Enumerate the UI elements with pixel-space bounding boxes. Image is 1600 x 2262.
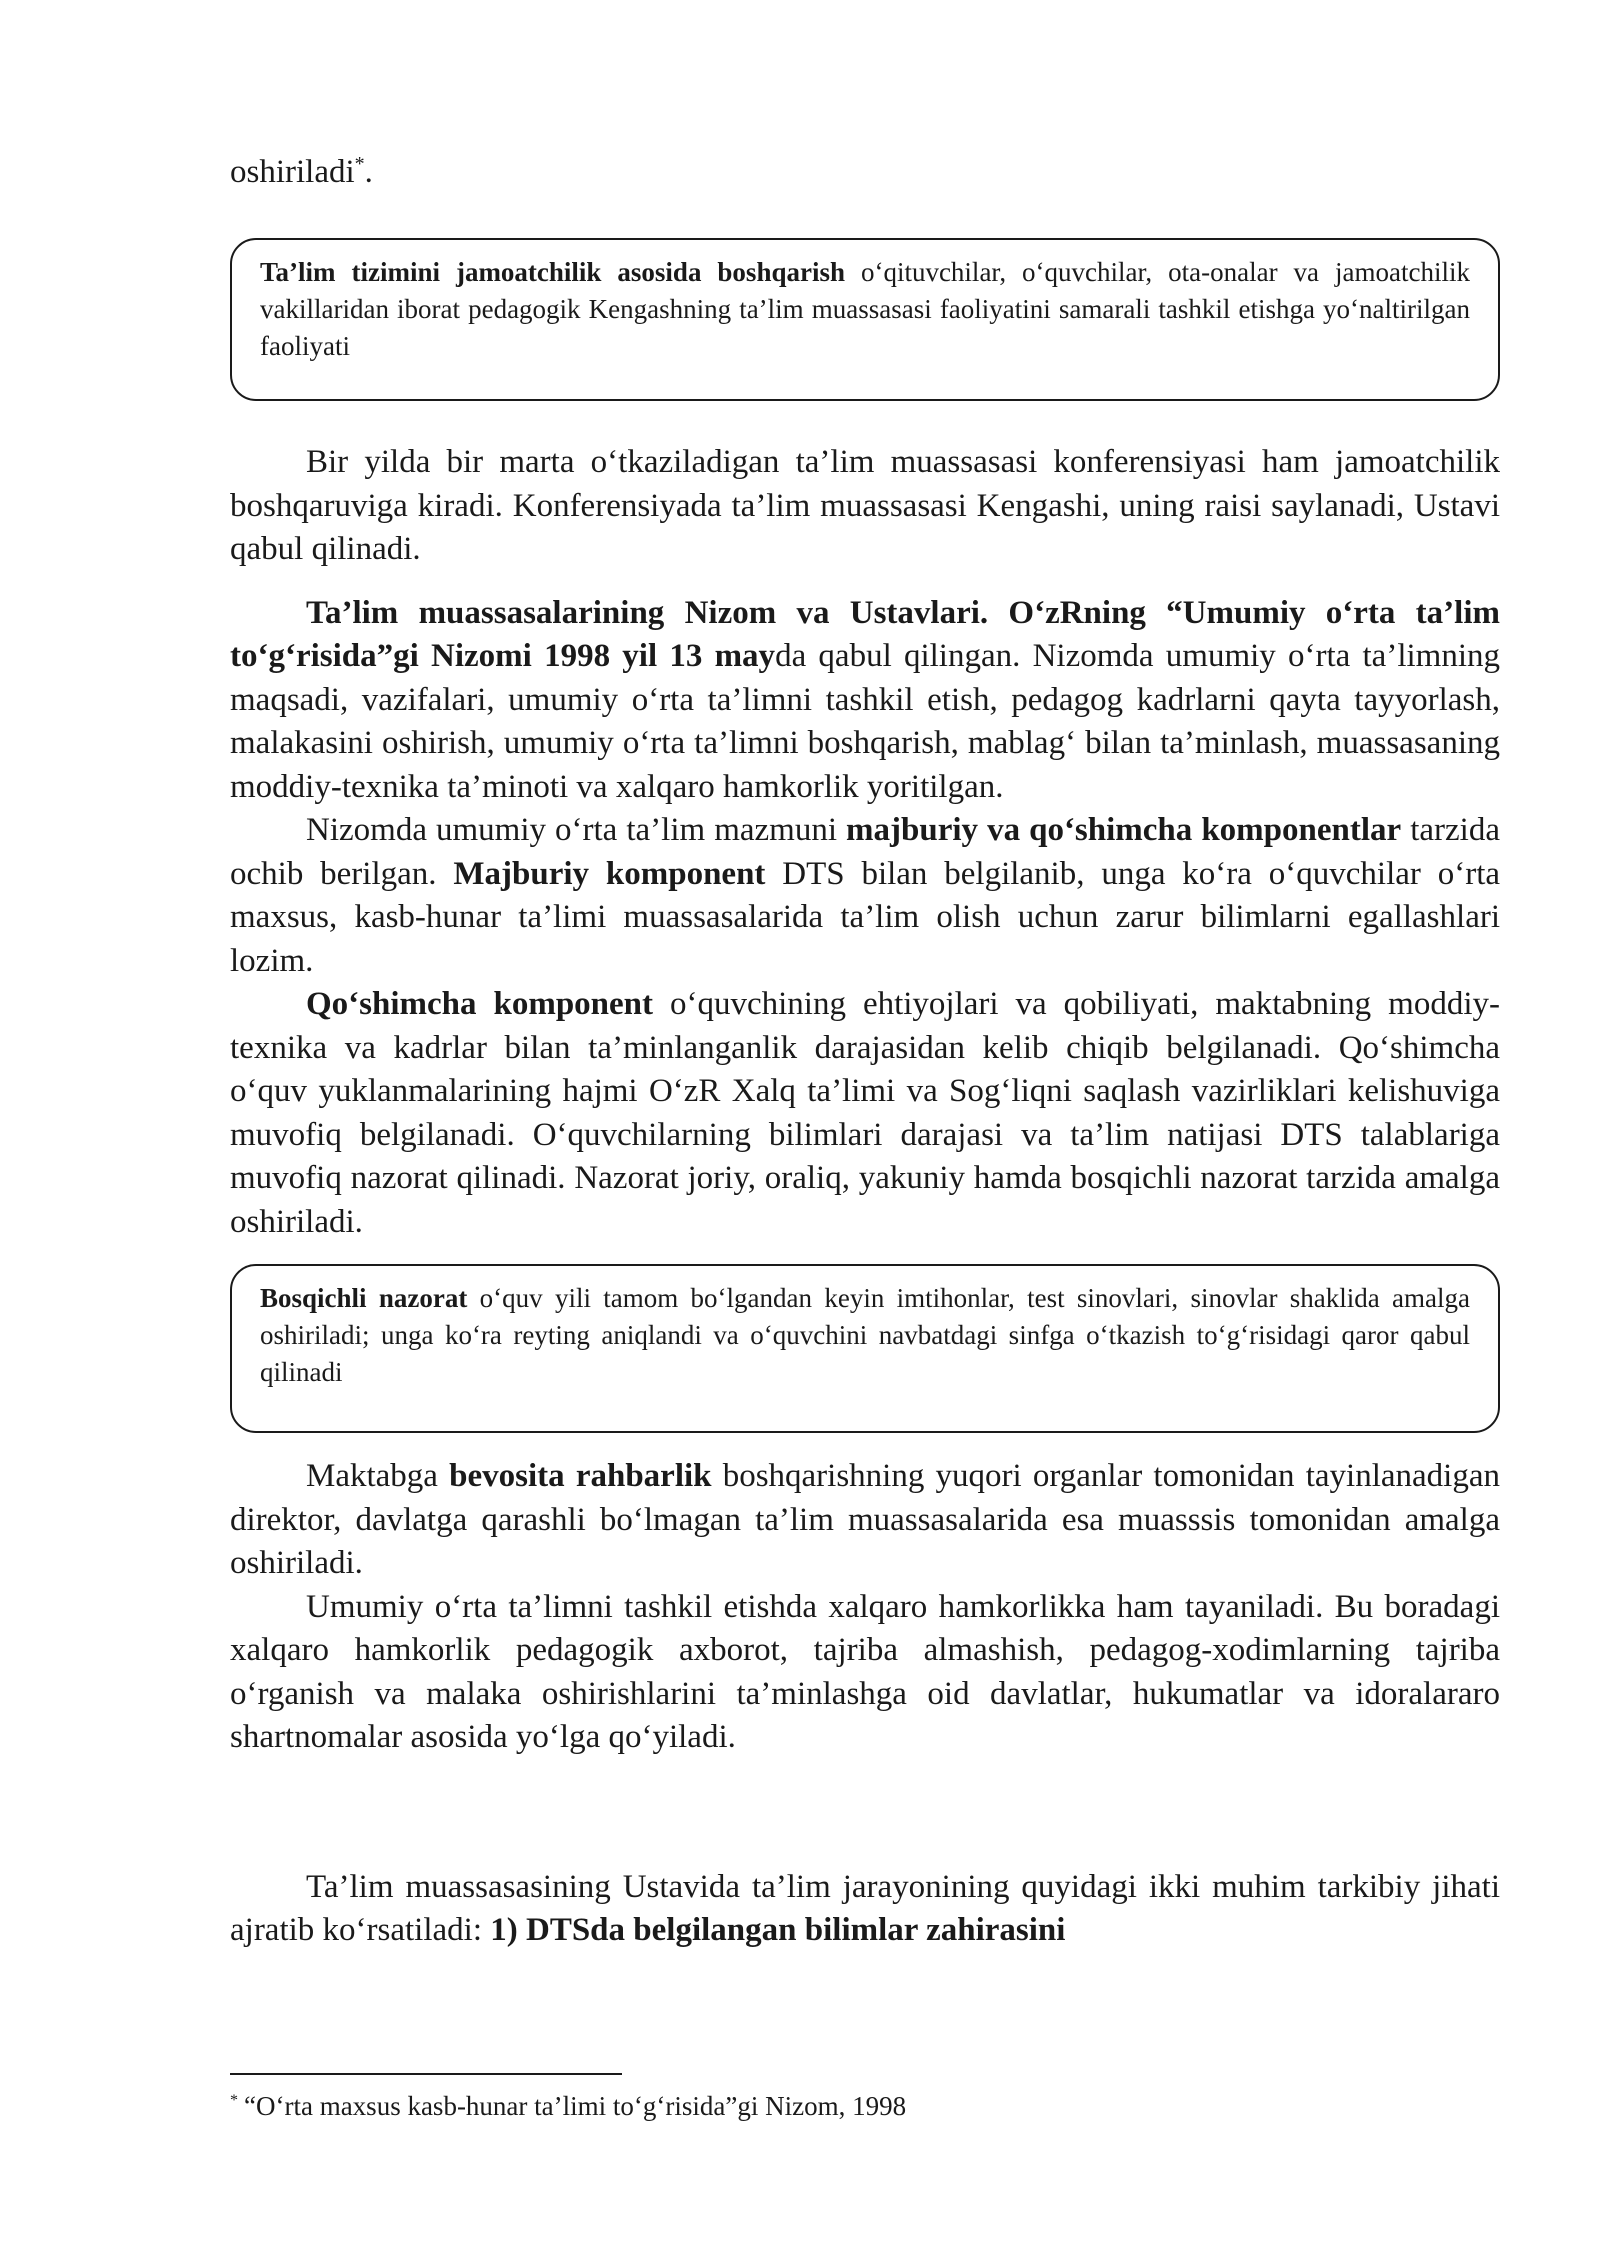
document-page bbox=[230, 150, 1500, 1953]
paragraph-text: Ta’lim muassasasining Ustavida ta’lim jarayonining quyidagi ikki muhim tarkibiy jihati ajratib ko‘rsatiladi: bbox=[230, 1868, 1500, 1948]
footnote-text: “O‘rta maxsus kasb-hunar ta’limi to‘g‘risida”gi Nizom, 1998 bbox=[244, 2091, 907, 2121]
footnote-mark: * bbox=[230, 2092, 238, 2109]
definition-term: Bosqichli nazorat bbox=[260, 1283, 468, 1313]
paragraph-text: tarzida ochib berilgan. bbox=[230, 812, 1500, 892]
paragraph-text: Maktabga bbox=[306, 1458, 450, 1494]
paragraph-charter bbox=[230, 1866, 1500, 1953]
paragraph-additional-component bbox=[230, 983, 1500, 1244]
definition-text: o‘quv yili tamom bo‘lgandan keyin imtihonlar, test sinovlari, sinovlar shaklida amalga oshiriladi; unga ko‘ra reyting aniqlandi va o‘quvchini navbatdagi sinfga o‘tkazish to‘g‘risidagi qaror qabul qilinadi bbox=[260, 1283, 1470, 1387]
paragraph-regulations bbox=[230, 592, 1500, 810]
footnote-separator bbox=[230, 2073, 622, 2075]
sentence-end: . bbox=[364, 154, 373, 190]
definition-text: o‘qituvchilar, o‘quvchilar, ota-onalar va jamoatchilik vakillaridan iborat pedagogik Kengashning ta’lim muassasasi faoliyatini samarali tashkil etishga yo‘naltirilgan faoliyati bbox=[260, 257, 1470, 361]
paragraph-heading: Ta’lim muassasalarining Nizom va Ustavlari. O‘zRning “Umumiy o‘rta ta’lim to‘g‘risida”gi Nizomi 1998 yil 13 may bbox=[230, 594, 1500, 674]
continued-text: oshiriladi bbox=[230, 154, 355, 190]
footnote-reference-mark: * bbox=[354, 153, 365, 175]
paragraph-components bbox=[230, 809, 1500, 983]
bold-term-components: majburiy va qo‘shimcha komponentlar bbox=[846, 812, 1402, 848]
paragraph-conference: Bir yilda bir marta o‘tkaziladigan ta’lim muassasasi konferensiyasi ham jamoatchilik boshqaruviga kiradi. Konferensiyada ta’lim muassasasi Kengashi, uning raisi saylanadi, Ustavi qabul qilinadi. bbox=[230, 444, 1500, 567]
definition-box-public-management bbox=[230, 238, 1500, 401]
paragraph-direct-management bbox=[230, 1455, 1500, 1586]
bold-term-mandatory: Majburiy komponent bbox=[453, 855, 766, 892]
paragraph-international: Umumiy o‘rta ta’limni tashkil etishda xalqaro hamkorlikka ham tayaniladi. Bu boradagi xalqaro hamkorlik pedagogik axborot, tajriba almashish, pedagog-xodimlarning tajriba o‘rganish va malaka oshirishlarini ta’minlashga oid davlatlar, hukumatlar va idoralararo shartnomalar asosida yo‘lga qo‘yiladi. bbox=[230, 1588, 1500, 1755]
bold-term-direct: bevosita rahbarlik bbox=[449, 1458, 712, 1494]
definition-box-stage-control bbox=[230, 1264, 1500, 1433]
paragraph-text: boshqarishning yuqori organlar tomonidan tayinlanadigan direktor, davlatga qarashli bo‘lmagan ta’lim muassasalarida esa muasssis tomonidan amalga oshiriladi. bbox=[230, 1458, 1500, 1581]
paragraph-text: Nizomda umumiy o‘rta ta’lim mazmuni bbox=[306, 812, 847, 848]
bold-term-additional: Qo‘shimcha komponent bbox=[306, 986, 654, 1022]
footnote bbox=[230, 2088, 906, 2124]
paragraph-text: da qabul qilingan. Nizomda umumiy o‘rta ta’limning maqsadi, vazifalari, umumiy o‘rta ta’limni tashkil etish, pedagog kadrlarni qayta tayyorlash, malakasini oshirish, umumiy o‘rta ta’limni boshqarish, mablag‘ bilan ta’minlash, muassasaning moddiy-texnika ta’minoti va xalqaro hamkorlik yoritilgan. bbox=[230, 638, 1500, 805]
definition-term: Ta’lim tizimini jamoatchilik asosida boshqarish bbox=[260, 257, 845, 287]
continued-text-line bbox=[230, 150, 1500, 194]
bold-term-dts: 1) DTSda belgilangan bilimlar zahirasini bbox=[490, 1912, 1066, 1948]
paragraph-text: o‘quvchining ehtiyojlari va qobiliyati, maktabning moddiy-texnika va kadrlar bilan ta’minlanganlik darajasidan kelib chiqib belgilanadi. Qo‘shimcha o‘quv yuklanmalarining hajmi O‘zR Xalq ta’limi va Sog‘liqni saqlash vazirliklari kelishuviga muvofiq belgilanadi. O‘quvchilarning bilimlari darajasi va ta’lim natijasi DTS talablariga muvofiq nazorat qilinadi. Nazorat joriy, oraliq, yakuniy hamda bosqichli nazorat tarzida amalga oshiriladi. bbox=[230, 986, 1500, 1240]
paragraph-text: DTS bilan belgilanib, unga ko‘ra o‘quvchilar o‘rta maxsus, kasb-hunar ta’limi muassasalarida ta’lim olish uchun zarur bilimlarni egallashlari lozim. bbox=[230, 855, 1501, 979]
